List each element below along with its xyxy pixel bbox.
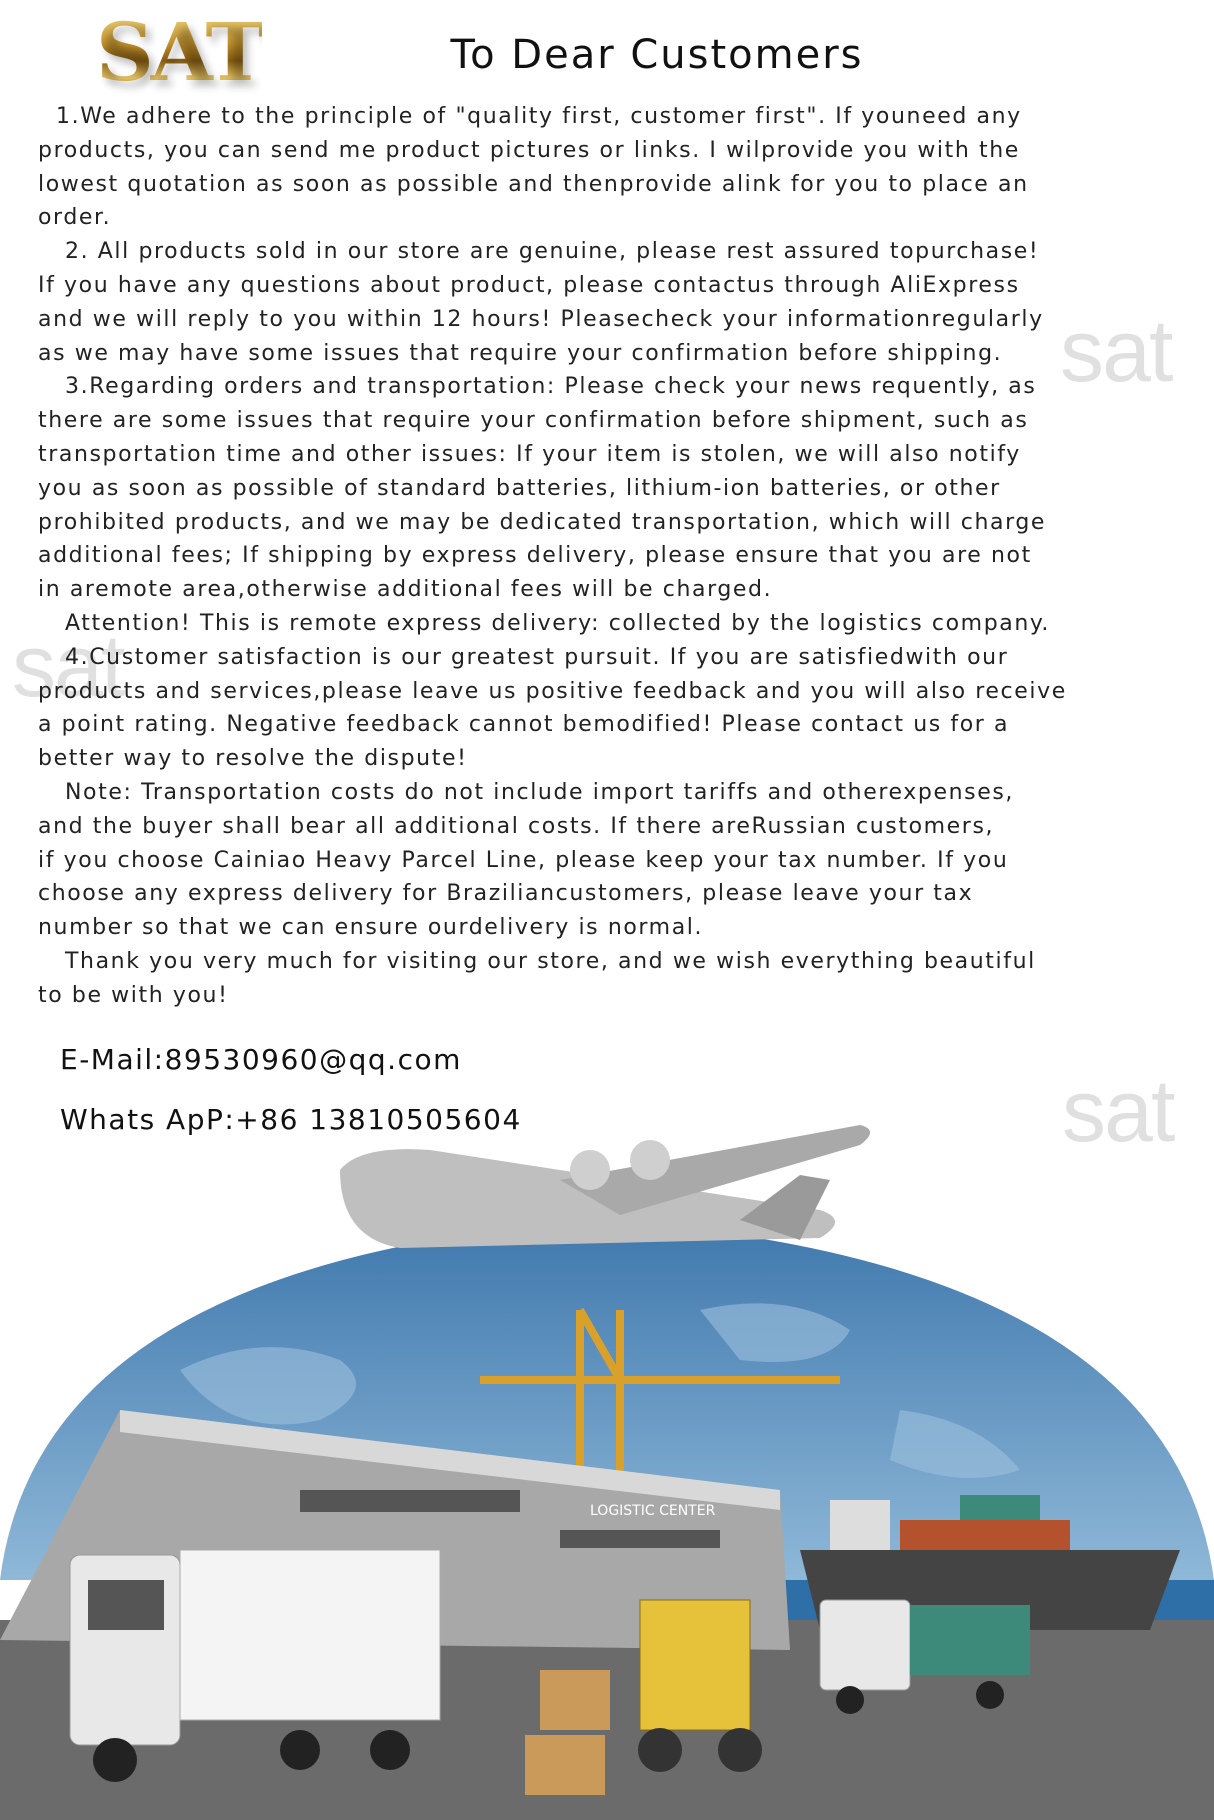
body-line: and we will reply to you within 12 hours! Pleasecheck your informationregularly bbox=[38, 306, 1044, 332]
body-line: 4.Customer satisfaction is our greatest pursuit. If you are satisfiedwith our bbox=[65, 644, 1009, 670]
body-line: transportation time and other issues: If your item is stolen, we will also notify bbox=[38, 441, 1021, 467]
body-line: products, you can send me product pictures or links. I wilprovide you with the bbox=[38, 137, 1020, 163]
body-line: 1.We adhere to the principle of "quality first, customer first". If youneed any bbox=[56, 104, 1022, 129]
contact-whatsapp: Whats ApP:+86 13810505604 bbox=[60, 1103, 522, 1136]
body-line: a point rating. Negative feedback cannot bemodified! Please contact us for a bbox=[38, 712, 1010, 738]
body-line: better way to resolve the dispute! bbox=[38, 746, 468, 772]
body-line: prohibited products, and we may be dedicated transportation, which will charge bbox=[38, 509, 1047, 535]
body-line: lowest quotation as soon as possible and thenprovide alink for you to place an bbox=[38, 171, 1029, 197]
watermark: sat bbox=[1062, 1061, 1174, 1160]
body-line: If you have any questions about product, please contactus through AliExpress bbox=[38, 272, 1020, 298]
body-line: choose any express delivery for Braziliancustomers, please leave your tax bbox=[38, 881, 974, 907]
body-line: order. bbox=[38, 205, 112, 231]
watermark: sat bbox=[1060, 301, 1172, 400]
body-line: 3.Regarding orders and transportation: Please check your news requently, as bbox=[65, 374, 1037, 400]
body-line: if you choose Cainiao Heavy Parcel Line, please keep your tax number. If you bbox=[38, 847, 1009, 873]
body-line: you as soon as possible of standard batteries, lithium-ion batteries, or other bbox=[38, 475, 1001, 501]
body-line: products and services,please leave us positive feedback and you will also receive bbox=[38, 678, 1067, 704]
body-line: Attention! This is remote express delivery: collected by the logistics company. bbox=[65, 610, 1050, 636]
watermark: sat bbox=[12, 616, 124, 715]
page-title: To Dear Customers bbox=[450, 32, 864, 78]
body-line: there are some issues that require your confirmation before shipment, such as bbox=[38, 408, 1029, 434]
logistics-illustration bbox=[0, 1110, 1214, 1820]
body-line: as we may have some issues that require your confirmation before shipping. bbox=[38, 340, 1003, 366]
body-line: additional fees; If shipping by express delivery, please ensure that you are not bbox=[38, 543, 1032, 569]
notice-body bbox=[38, 100, 1198, 1013]
body-line: Note: Transportation costs do not include import tariffs and otherexpenses, bbox=[65, 779, 1014, 805]
body-line: 2. All products sold in our store are genuine, please rest assured topurchase! bbox=[65, 239, 1040, 265]
body-line: in aremote area,otherwise additional fees will be charged. bbox=[38, 577, 773, 603]
airplane-icon bbox=[340, 1125, 870, 1248]
sat-logo: SAT bbox=[96, 8, 262, 96]
body-line: number so that we can ensure ourdelivery is normal. bbox=[38, 915, 704, 941]
body-line: and the buyer shall bear all additional costs. If there areRussian customers, bbox=[38, 813, 995, 839]
contact-email: E-Mail:89530960@qq.com bbox=[60, 1043, 462, 1076]
logistic-center-sign: LOGISTIC CENTER bbox=[590, 1503, 716, 1519]
body-line: Thank you very much for visiting our store, and we wish everything beautiful bbox=[65, 948, 1036, 974]
body-line: to be with you! bbox=[38, 982, 229, 1008]
